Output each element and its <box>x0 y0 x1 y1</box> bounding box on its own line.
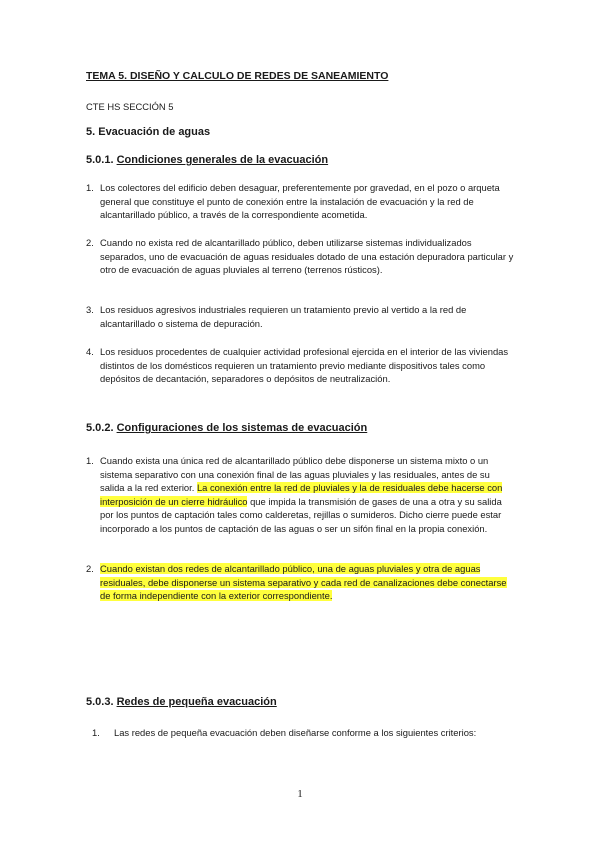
list-item: 1. Cuando exista una única red de alcantarillado público debe disponerse un sistema mixto o un sistema separativo con una conexión final de las aguas pluviales y las residuales, antes de su salida a la red exterior. La conexión entre la red de pluviales y la de residuales debe hacerse con interposición de un cierre hidráulico que impida la transmisión de gases de una a otra y su salida por los puntos de captación tales como calderetas, rejillas o sumideros. Dicho cierre puede estar incorporado a los puntos de captación de las aguas o ser un sifón final en la propia conexión. <box>86 455 503 534</box>
list-item: 3. Los residuos agresivos industriales requieren un tratamiento previo al vertido a la red de alcantarillado o sistema de depuración. <box>86 304 467 329</box>
page-number: 1 <box>297 788 303 800</box>
list-item: 4. Los residuos procedentes de cualquier actividad profesional ejercida en el interior de las viviendas distintos de los domésticos requieren un tratamiento previo mediante dispositivos tales como depósitos de decantación, separadores o depósitos de neutralización. <box>86 346 509 385</box>
list-item: 2. Cuando existan dos redes de alcantarillado público, una de aguas pluviales y otra de aguas residuales, debe disponerse un sistema separativo y cada red de canalizaciones debe conectarse de forma independiente con la exterior correspondiente. <box>86 563 507 602</box>
document-title: TEMA 5. DISEÑO Y CALCULO DE REDES DE SANEAMIENTO <box>86 70 389 82</box>
section-heading-5-0-1: 5.0.1. Condiciones generales de la evacuación <box>86 154 329 166</box>
section-heading-5: 5. Evacuación de aguas <box>86 126 211 138</box>
highlighted-text: La conexión entre la red de pluviales y la de residuales debe hacerse con interposición de un cierre hidráulico <box>100 482 503 507</box>
highlighted-text: Cuando existan dos redes de alcantarillado público, una de aguas pluviales y otra de aguas residuales, debe disponerse un sistema separativo y cada red de canalizaciones debe conectarse de forma independiente con la exterior correspondiente. <box>100 563 507 602</box>
list-item: 1. Los colectores del edificio deben desaguar, preferentemente por gravedad, en el pozo o arqueta general que constituye el punto de conexión entre la instalación de evacuación y la red de alcantarillado público, a través de la correspondiente acometida. <box>86 182 500 221</box>
section-heading-5-0-3: 5.0.3. Redes de pequeña evacuación <box>86 696 277 708</box>
list-item: 2. Cuando no exista red de alcantarillado público, deben utilizarse sistemas individualizados separados, uno de evacuación de aguas residuales dotado de una estación depuradora particular y otro de evacuación de aguas pluviales al terreno (terrenos rústicos). <box>86 237 514 276</box>
section-heading-5-0-2: 5.0.2. Configuraciones de los sistemas de evacuación <box>86 422 368 434</box>
document-subtitle: CTE HS SECCIÓN 5 <box>86 101 174 112</box>
list-item: 1. Las redes de pequeña evacuación deben diseñarse conforme a los siguientes criterios: <box>92 727 477 738</box>
